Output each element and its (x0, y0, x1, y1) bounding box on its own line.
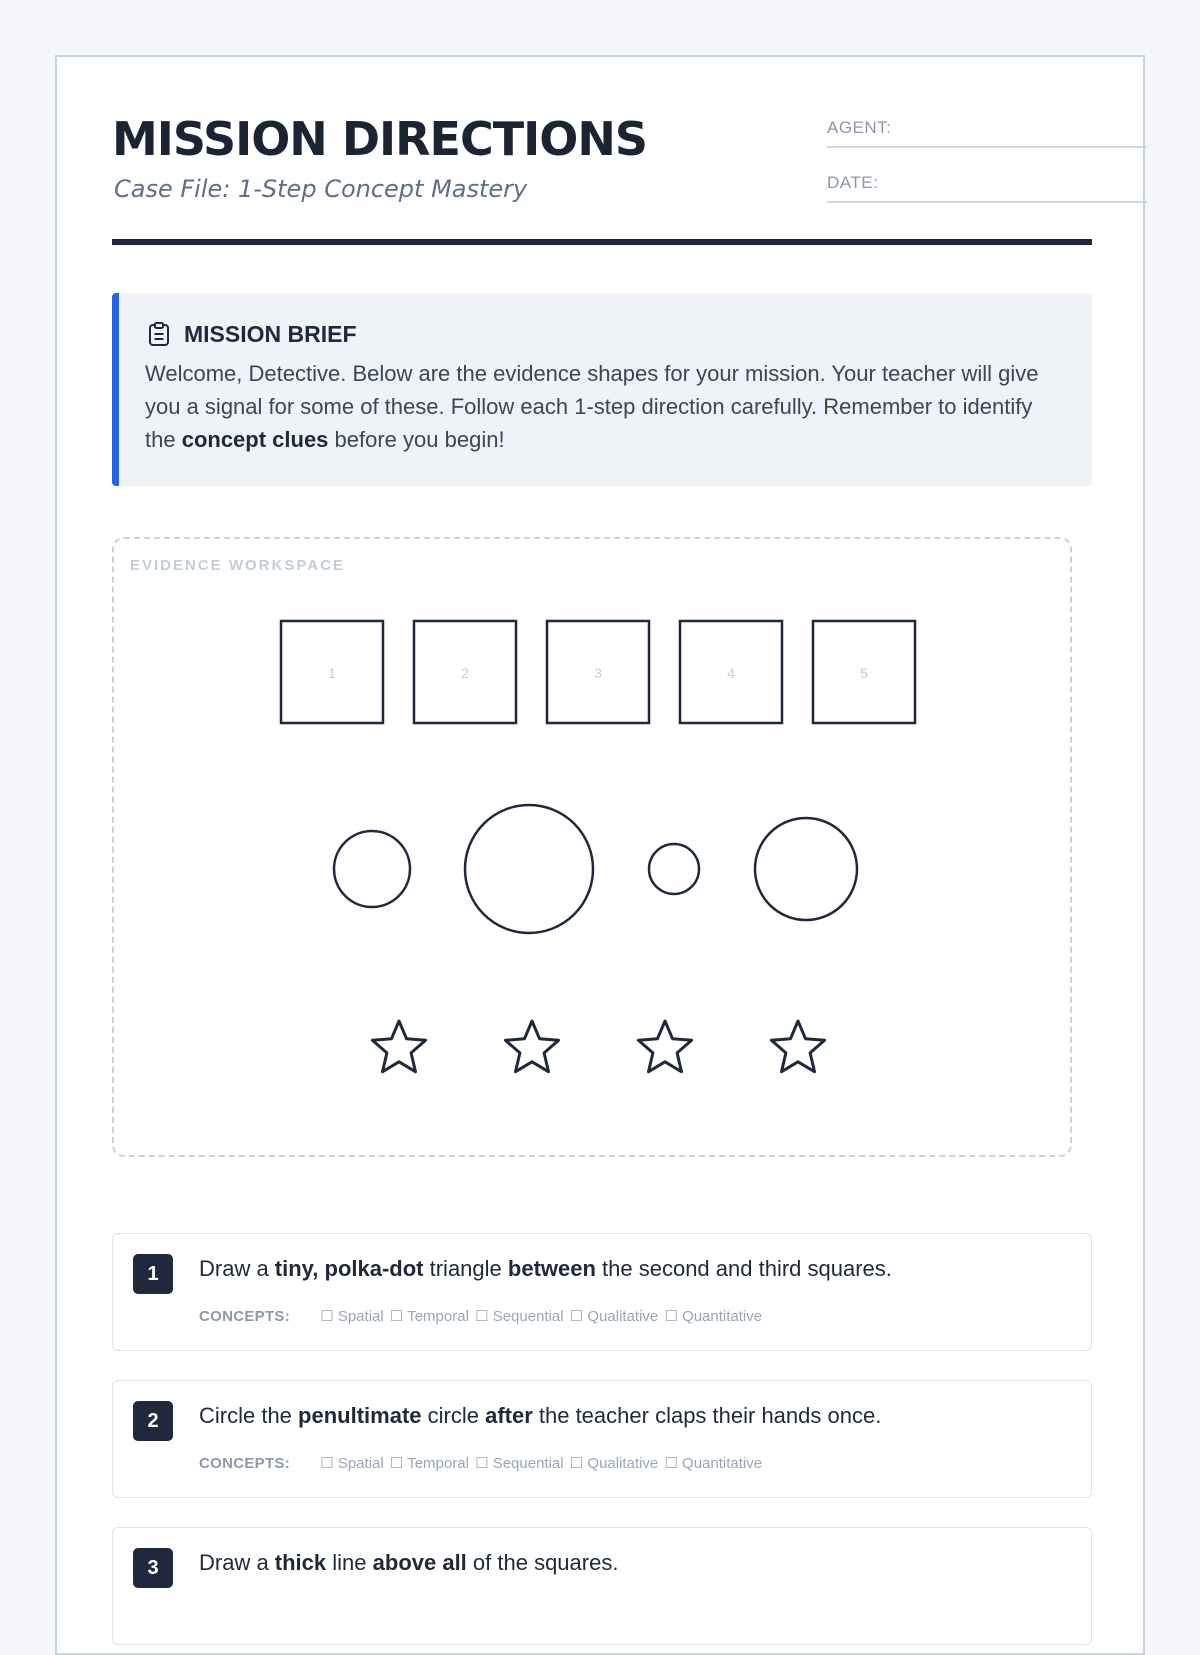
evidence-workspace[interactable] (112, 537, 1072, 1157)
direction-text-part: Draw a (199, 1550, 275, 1575)
direction-text-bold: thick (274, 1550, 327, 1575)
direction-text (199, 1403, 881, 1429)
direction-card-2 (112, 1380, 1092, 1498)
direction-number: 3 (133, 1548, 173, 1588)
concept-checkbox-sequential[interactable]: ☐ Sequential (475, 1308, 564, 1325)
concept-checkbox-qualitative[interactable]: ☐ Qualitative (569, 1455, 659, 1472)
date-label: DATE: (827, 173, 879, 192)
header-divider (112, 239, 1092, 245)
concept-checklist (199, 1307, 764, 1325)
direction-card-3 (112, 1527, 1092, 1645)
worksheet-header (112, 112, 1092, 242)
star-2[interactable] (505, 1021, 558, 1072)
direction-text-bold: tiny, polka-dot (274, 1256, 424, 1281)
direction-number: 1 (133, 1254, 173, 1294)
direction-text-part: of the squares. (466, 1550, 619, 1575)
brief-text-2: before you begin! (328, 427, 505, 452)
date-field[interactable] (827, 167, 1147, 203)
worksheet-page (55, 55, 1145, 1655)
concept-checkbox-qualitative[interactable]: ☐ Qualitative (569, 1308, 659, 1325)
concept-checklist (199, 1454, 764, 1472)
square-label-4: 4 (727, 665, 735, 681)
direction-text-part: line (326, 1550, 373, 1575)
concept-checkbox-quantitative[interactable]: ☐ Quantitative (664, 1455, 763, 1472)
direction-text-part: the second and third squares. (595, 1256, 892, 1281)
direction-text-part: triangle (423, 1256, 508, 1281)
circle-4[interactable] (755, 818, 857, 920)
square-label-2: 2 (461, 665, 469, 681)
concept-checkbox-quantitative[interactable]: ☐ Quantitative (664, 1308, 763, 1325)
direction-text-part: Draw a (199, 1256, 275, 1281)
direction-number: 2 (133, 1401, 173, 1441)
page-subtitle: Case File: 1-Step Concept Mastery (114, 175, 528, 203)
stars-row (372, 1021, 824, 1072)
brief-title: MISSION BRIEF (184, 321, 357, 347)
concept-checkbox-sequential[interactable]: ☐ Sequential (475, 1455, 564, 1472)
direction-text-part: the teacher claps their hands once. (532, 1403, 882, 1428)
circles-row (334, 805, 857, 933)
evidence-shapes (114, 539, 1074, 1159)
concept-checkbox-spatial[interactable]: ☐ Spatial (320, 1455, 384, 1472)
circle-2[interactable] (465, 805, 593, 933)
concepts-label: CONCEPTS: (199, 1308, 291, 1325)
page-title: MISSION DIRECTIONS (112, 112, 647, 166)
direction-text (199, 1550, 618, 1576)
circle-3[interactable] (649, 844, 699, 894)
workspace-label: EVIDENCE WORKSPACE (130, 557, 345, 574)
concept-checkbox-temporal[interactable]: ☐ Temporal (389, 1308, 469, 1325)
direction-text (199, 1256, 892, 1282)
brief-text-1: Welcome, Detective. Below are the evidence shapes for your mission. Your teacher will give you a signal for some of these. Follow each 1-step direction carefully. Remember to identify the (145, 361, 1039, 452)
direction-card-1 (112, 1233, 1092, 1351)
star-3[interactable] (638, 1021, 691, 1072)
circle-1[interactable] (334, 831, 410, 907)
squares-row (281, 621, 915, 723)
agent-label: AGENT: (827, 118, 892, 137)
brief-text-bold: concept clues (181, 427, 329, 452)
square-label-3: 3 (594, 665, 602, 681)
square-label-1: 1 (328, 665, 336, 681)
direction-text-bold: above all (372, 1550, 467, 1575)
concept-checkbox-spatial[interactable]: ☐ Spatial (320, 1308, 384, 1325)
brief-text (145, 357, 1065, 456)
direction-text-part: Circle the (199, 1403, 299, 1428)
agent-field[interactable] (827, 112, 1147, 148)
direction-text-bold: penultimate (298, 1403, 422, 1428)
direction-text-part: circle (421, 1403, 486, 1428)
mission-brief (112, 293, 1092, 486)
star-1[interactable] (372, 1021, 425, 1072)
star-4[interactable] (771, 1021, 824, 1072)
direction-text-bold: between (507, 1256, 596, 1281)
square-label-5: 5 (860, 665, 868, 681)
concepts-label: CONCEPTS: (199, 1455, 291, 1472)
concept-checkbox-temporal[interactable]: ☐ Temporal (389, 1455, 469, 1472)
clipboard-icon (146, 321, 172, 347)
direction-text-bold: after (485, 1403, 533, 1428)
